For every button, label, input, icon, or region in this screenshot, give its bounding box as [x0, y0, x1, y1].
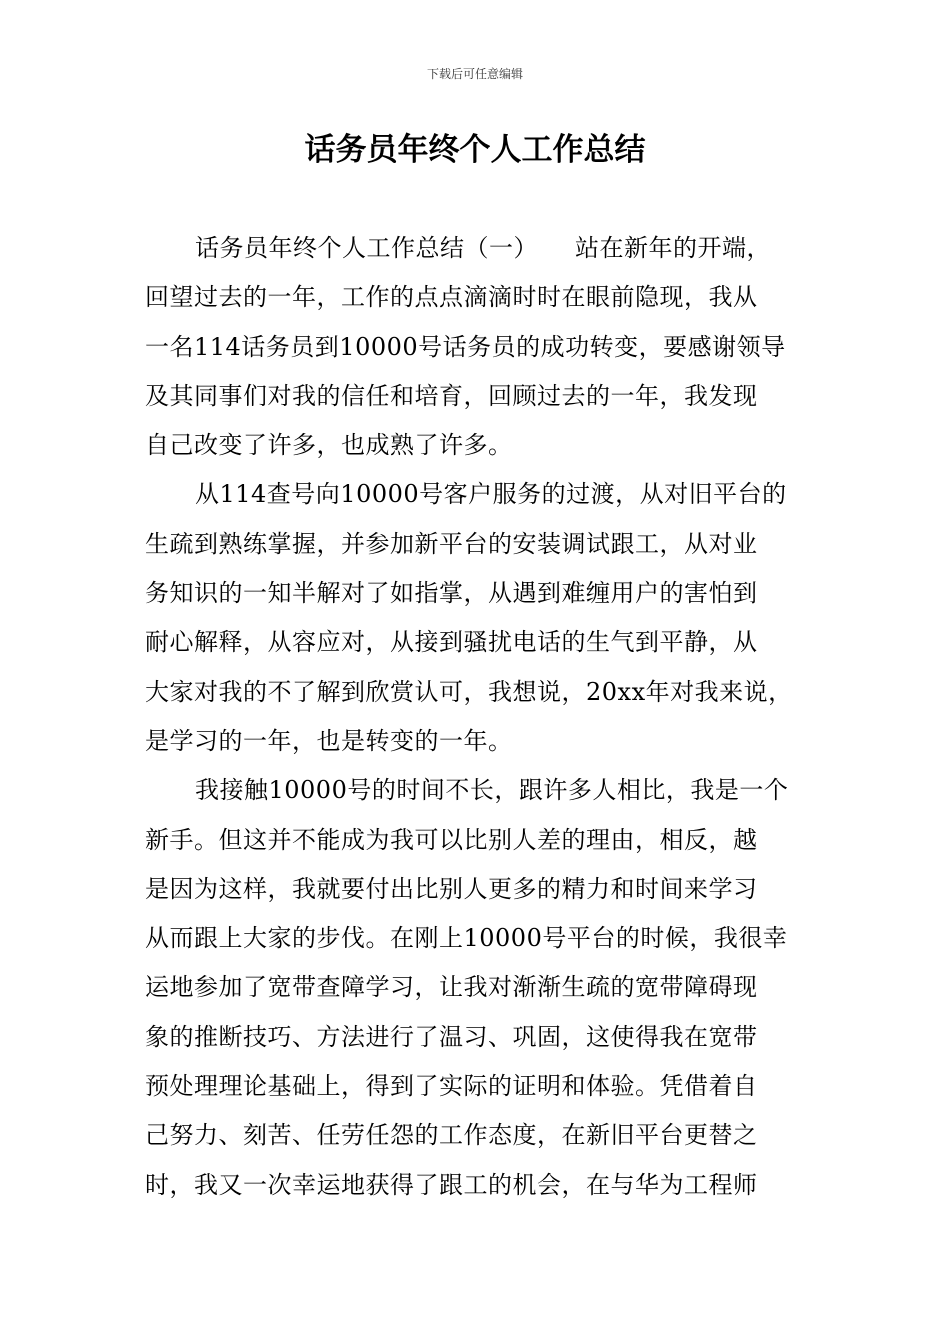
body-line: 生疏到熟练掌握，并参加新平台的安装调试跟工，从对业 [145, 529, 758, 558]
body-line: 话务员年终个人工作总结（一） 站在新年的开端， [195, 234, 771, 262]
body-line: 务知识的一知半解对了如指掌，从遇到难缠用户的害怕到 [145, 579, 758, 608]
body-line: 是因为这样，我就要付出比别人更多的精力和时间来学习 [145, 874, 758, 903]
body-line: 新手。但这并不能成为我可以比别人差的理由，相反，越 [145, 825, 758, 854]
body-line: 我接触10000号的时间不长，跟许多人相比，我是一个 [195, 776, 789, 805]
header-note: 下载后可任意编辑 [426, 67, 523, 81]
body-line: 象的推断技巧、方法进行了温习、巩固，这使得我在宽带 [145, 1022, 758, 1051]
body-line: 从而跟上大家的步伐。在刚上10000号平台的时候，我很幸 [145, 924, 788, 953]
body-line: 是学习的一年，也是转变的一年。 [145, 726, 513, 755]
body-line: 回望过去的一年，工作的点点滴滴时时在眼前隐现，我从 [145, 283, 758, 312]
body-line: 运地参加了宽带查障学习，让我对渐渐生疏的宽带障碍现 [145, 973, 758, 1002]
body-line: 一名114话务员到10000号话务员的成功转变，要感谢领导 [145, 332, 786, 361]
document-body [145, 224, 835, 1210]
body-line: 大家对我的不了解到欣赏认可，我想说，20xx年对我来说， [145, 677, 793, 706]
body-line: 从114查号向10000号客户服务的过渡，从对旧平台的 [195, 480, 787, 509]
document-title: 话务员年终个人工作总结 [304, 132, 646, 168]
body-line: 己努力、刻苦、任劳任怨的工作态度，在新旧平台更替之 [145, 1121, 758, 1150]
body-line: 耐心解释，从容应对，从接到骚扰电话的生气到平静，从 [145, 628, 758, 657]
body-line: 时，我又一次幸运地获得了跟工的机会，在与华为工程师 [145, 1170, 758, 1199]
body-line: 预处理理论基础上，得到了实际的证明和体验。凭借着自 [145, 1072, 758, 1101]
body-line: 自己改变了许多，也成熟了许多。 [145, 431, 513, 460]
body-line: 及其同事们对我的信任和培育，回顾过去的一年，我发现 [145, 381, 758, 410]
